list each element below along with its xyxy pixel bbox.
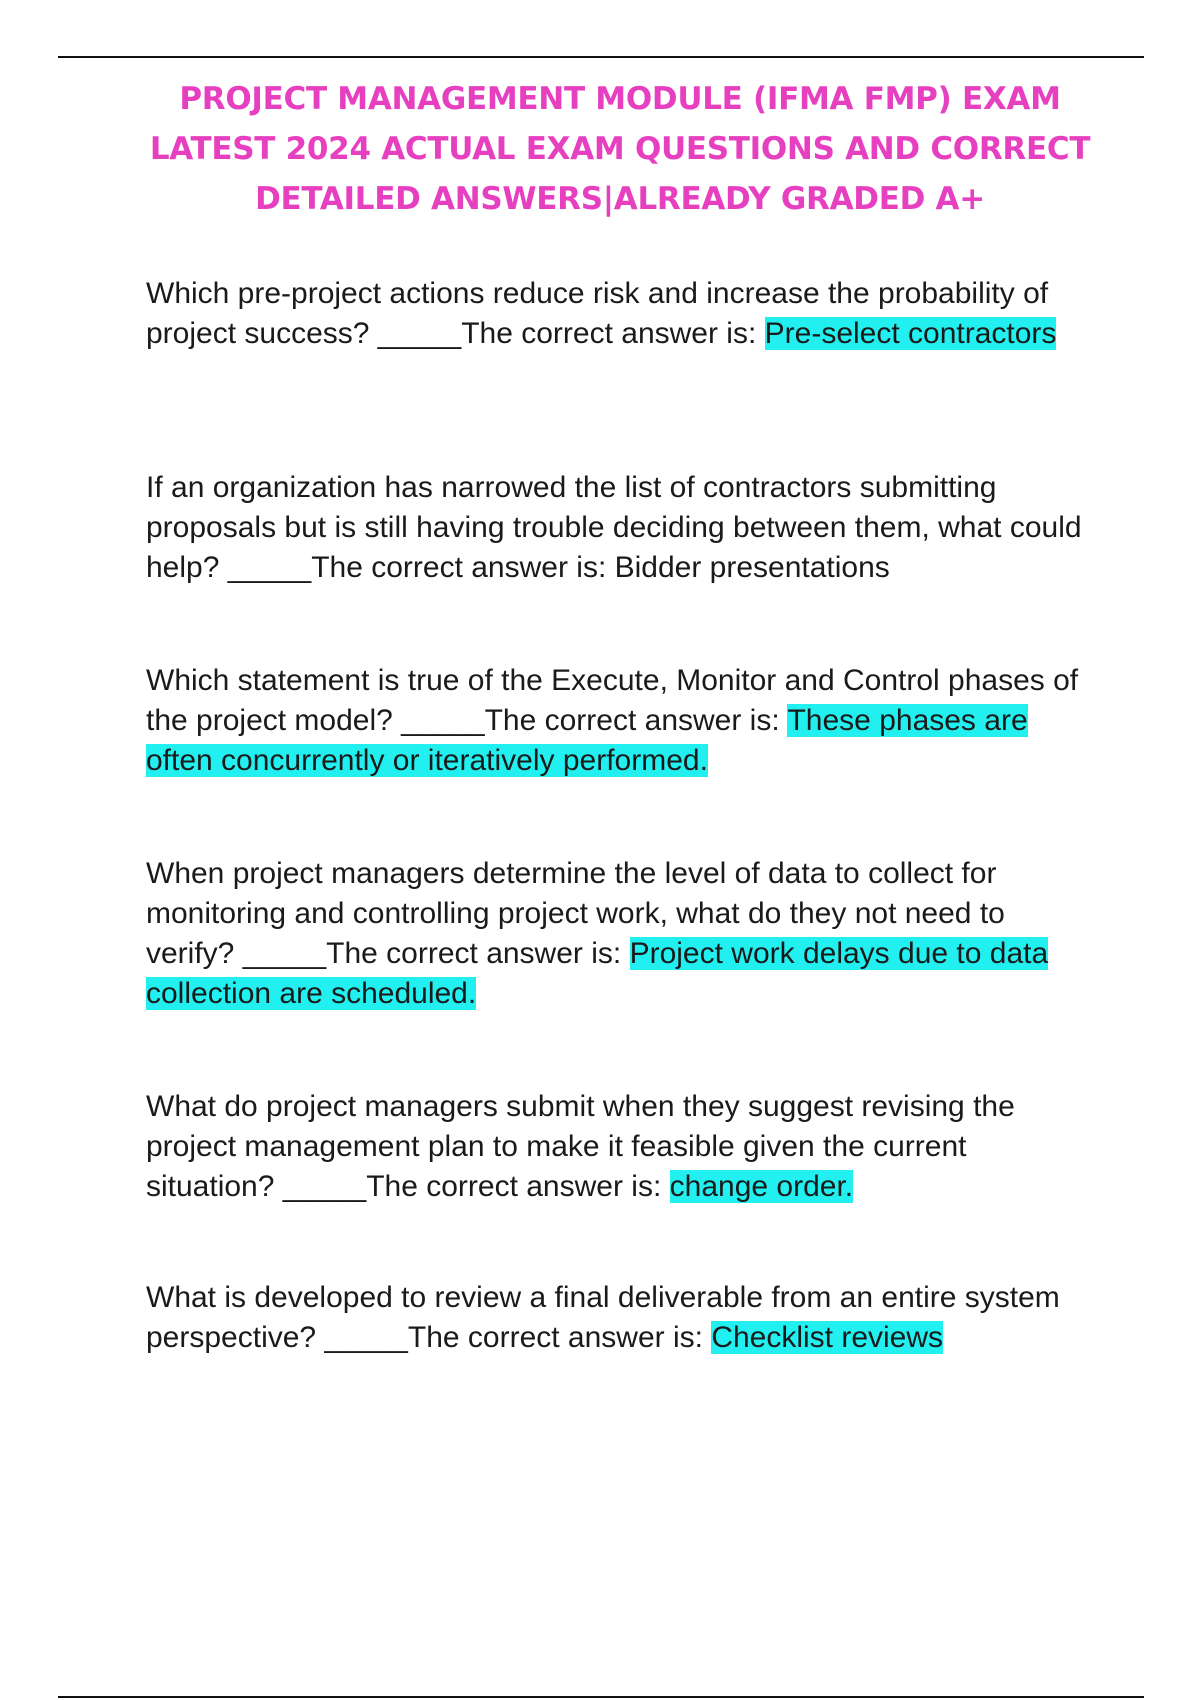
answer-blank: _____: [227, 551, 312, 584]
answer-prefix: The correct answer is:: [311, 551, 615, 584]
answer-text: change order.: [669, 1170, 854, 1203]
question-text: What do project managers submit when they suggest revising the project management plan to make it feasible given the current situation?: [146, 1090, 1015, 1203]
question-text: Which statement is true of the Execute, Monitor and Control phases of the project model?: [146, 664, 1079, 737]
bottom-rule: [58, 1696, 1144, 1698]
answer-prefix: The correct answer is:: [461, 317, 765, 350]
answer-text: Project work delays due to data collection are scheduled.: [146, 937, 1049, 1010]
answer-text: Checklist reviews: [711, 1321, 944, 1354]
answer-blank: _____: [282, 1170, 367, 1203]
answer-blank: _____: [324, 1321, 408, 1354]
answer-prefix: The correct answer is:: [366, 1170, 670, 1203]
qa-item-1: [146, 274, 1086, 354]
answer-prefix: The correct answer is:: [484, 704, 788, 737]
qa-item-2: [146, 468, 1086, 588]
qa-item-3: [146, 661, 1086, 781]
qa-item-4: [146, 854, 1086, 1014]
answer-text: Pre-select contractors: [764, 317, 1057, 350]
answer-prefix: The correct answer is:: [407, 1321, 712, 1354]
answer-blank: _____: [401, 704, 485, 737]
qa-item-6: [146, 1278, 1086, 1358]
answer-prefix: The correct answer is:: [326, 937, 630, 970]
top-rule: [58, 56, 1144, 58]
question-text: When project managers determine the level of data to collect for monitoring and controlling project work, what do they not need to verify?: [146, 857, 1005, 970]
answer-text: Bidder presentations: [614, 551, 890, 584]
answer-blank: _____: [242, 937, 327, 970]
qa-item-5: [146, 1087, 1086, 1207]
question-text: Which pre-project actions reduce risk and increase the probability of project success?: [146, 277, 1049, 350]
answer-blank: _____: [377, 317, 462, 350]
answer-text: These phases are often concurrently or iteratively performed.: [146, 704, 1028, 777]
question-text: What is developed to review a final deliverable from an entire system perspective?: [146, 1281, 1060, 1354]
document-title: PROJECT MANAGEMENT MODULE (IFMA FMP) EXAM LATEST 2024 ACTUAL EXAM QUESTIONS AND CORRECT DETAILED ANSWERS|ALREADY GRADED A+: [149, 81, 1091, 217]
question-text: If an organization has narrowed the list of contractors submitting proposals but is still having trouble deciding between them, what could help?: [146, 471, 1082, 584]
